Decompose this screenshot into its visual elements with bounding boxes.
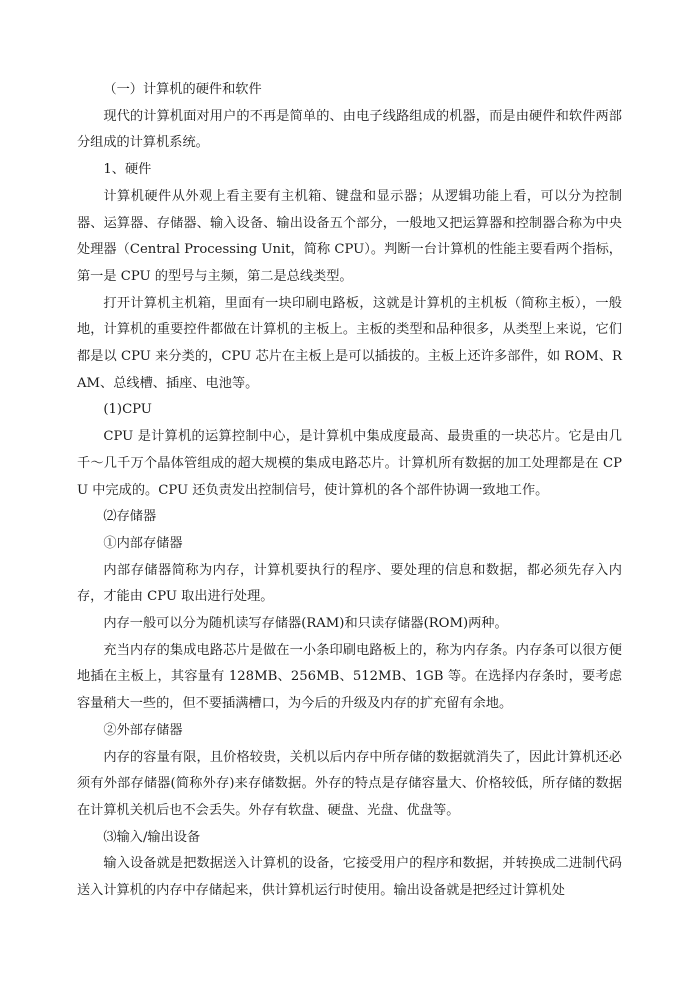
paragraph: 充当内存的集成电路芯片是做在一小条印刷电路板上的，称为内存条。内存条可以很方便地插在主板上，其容量有 128MB、256MB、512MB、1GB 等。在选择内存条时，要考虑容量稍大一些的，但不要插满槽口，为今后的升级及内存的扩充留有余地。 bbox=[77, 642, 622, 712]
subsection-heading: 1、硬件 bbox=[103, 162, 152, 178]
paragraph: 输入设备就是把数据送入计算机的设备，它接受用户的程序和数据，并转换成二进制代码送入计算机的内存中存储起来，供计算机运行时使用。输出设备就是把经过计算机处 bbox=[77, 856, 622, 899]
sub-item-heading: ①内部存储器 bbox=[103, 535, 183, 551]
paragraph: 现代的计算机面对用户的不再是简单的、由电子线路组成的机器，而是由硬件和软件两部分组成的计算机系统。 bbox=[77, 108, 622, 151]
paragraph: 计算机硬件从外观上看主要有主机箱、键盘和显示器；从逻辑功能上看，可以分为控制器、运算器、存储器、输入设备、输出设备五个部分，一般地又把运算器和控制器合称为中央处理器（Central Processing Unit，简称 CPU）。判断一台计算机的性能主要看两个指标，第一是 CPU 的型号与主频，第二是总线类型。 bbox=[77, 188, 622, 284]
item-heading: ⑵存储器 bbox=[103, 509, 157, 525]
item-heading: (1)CPU bbox=[103, 402, 152, 418]
paragraph: 内部存储器简称为内存，计算机要执行的程序、要处理的信息和数据，都必须先存入内存，才能由 CPU 取出进行处理。 bbox=[77, 562, 622, 605]
section-heading: （一）计算机的硬件和软件 bbox=[103, 82, 262, 97]
paragraph: 打开计算机主机箱，里面有一块印刷电路板，这就是计算机的主机板（简称主板），一般地，计算机的重要控件都做在计算机的主板上。主板的类型和品种很多，从类型上来说，它们都是以 CPU 来分类的，CPU 芯片在主板上是可以插拔的。主板上还许多部件，如 ROM、RAM、总线槽、插座、电池等。 bbox=[77, 295, 622, 391]
paragraph: 内存一般可以分为随机读写存储器(RAM)和只读存储器(ROM)两种。 bbox=[103, 616, 508, 632]
paragraph: 内存的容量有限，且价格较贵，关机以后内存中所存储的数据就消失了，因此计算机还必须有外部存储器(简称外存)来存储数据。外存的特点是存储容量大、价格较低，所存储的数据在计算机关机后也不会丢失。外存有软盘、硬盘、光盘、优盘等。 bbox=[77, 749, 622, 818]
document-page bbox=[77, 77, 622, 905]
paragraph: CPU 是计算机的运算控制中心，是计算机中集成度最高、最贵重的一块芯片。它是由几千～几千万个晶体管组成的超大规模的集成电路芯片。计算机所有数据的加工处理都是在 CPU 中完成的。CPU 还负责发出控制信号，使计算机的各个部件协调一致地工作。 bbox=[77, 429, 622, 498]
item-heading: ⑶输入/输出设备 bbox=[103, 829, 201, 845]
sub-item-heading: ②外部存储器 bbox=[103, 722, 183, 738]
